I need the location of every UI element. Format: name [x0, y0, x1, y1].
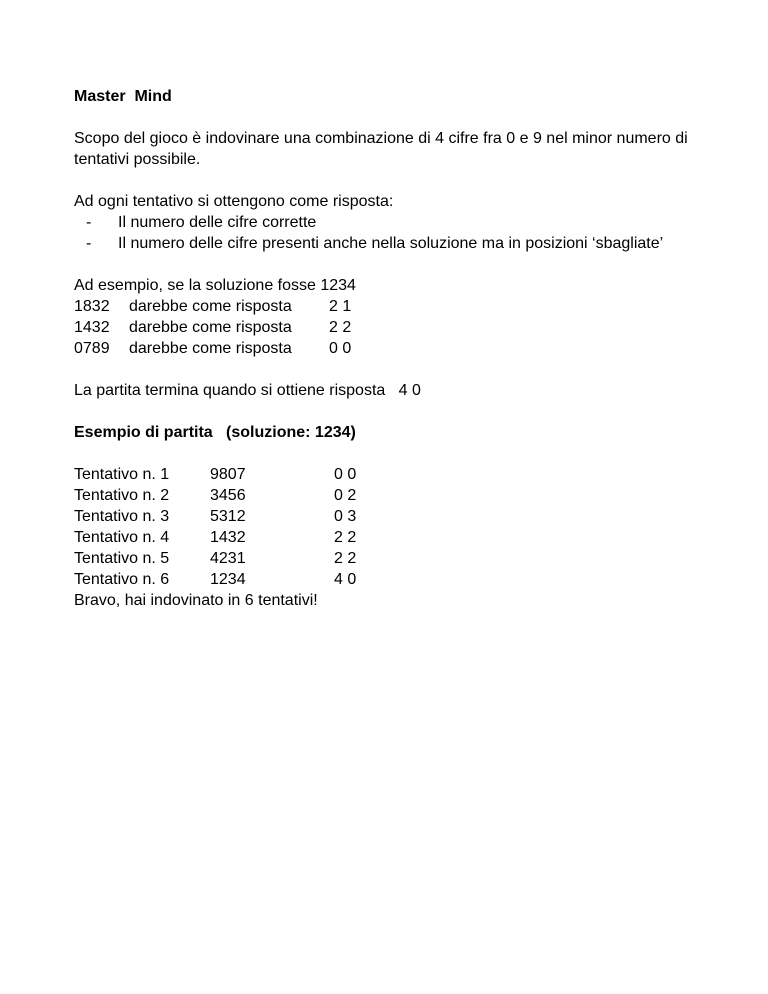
example-row: [74, 317, 734, 338]
attempt-label: Tentativo n. 5: [74, 550, 170, 567]
attempt-response: 0 0: [334, 466, 357, 483]
answers-intro: Ad ogni tentativo si ottengono come risposta:: [74, 193, 394, 210]
attempt-label: Tentativo n. 1: [74, 466, 170, 483]
attempt-label: Tentativo n. 6: [74, 571, 170, 588]
attempt-response: 0 2: [334, 487, 357, 504]
game-heading-text: Esempio di partita: [74, 424, 213, 441]
table-row: [74, 464, 734, 485]
example-heading: Ad esempio, se la soluzione fosse 1234: [74, 277, 356, 294]
attempt-label: Tentativo n. 3: [74, 508, 170, 525]
attempt-response: 2 2: [334, 529, 357, 546]
example-code: 1432: [74, 319, 110, 336]
table-row: [74, 569, 734, 590]
attempt-label: Tentativo n. 4: [74, 529, 170, 546]
example-text: darebbe come risposta: [129, 298, 292, 315]
example-text: darebbe come risposta: [129, 340, 292, 357]
table-row: [74, 548, 734, 569]
game-solution: (soluzione: 1234): [226, 424, 356, 441]
attempt-guess: 5312: [210, 508, 246, 525]
attempt-guess: 3456: [210, 487, 246, 504]
example-response: 0 0: [329, 340, 352, 357]
table-row: [74, 506, 734, 527]
attempt-response: 0 3: [334, 508, 357, 525]
list-item-text: Il numero delle cifre corrette: [118, 214, 317, 231]
answers-list: [74, 212, 734, 254]
intro-paragraph: [74, 128, 734, 170]
bullet-dash: -: [86, 235, 92, 252]
document-page: [74, 86, 734, 611]
list-item: [74, 233, 734, 254]
attempt-guess: 4231: [210, 550, 246, 567]
attempt-guess: 9807: [210, 466, 246, 483]
list-item: [74, 212, 734, 233]
example-code: 0789: [74, 340, 110, 357]
example-response: 2 1: [329, 298, 352, 315]
attempt-label: Tentativo n. 2: [74, 487, 170, 504]
example-row: [74, 296, 734, 317]
end-condition-text: La partita termina quando si ottiene risposta: [74, 382, 386, 399]
example-response: 2 2: [329, 319, 352, 336]
bullet-dash: -: [86, 214, 92, 231]
document-title: Master Mind: [74, 88, 172, 105]
intro-text: Scopo del gioco è indovinare una combinazione di 4 cifre fra 0 e 9 nel minor numero di tentativi possibile.: [74, 130, 688, 168]
table-row: [74, 527, 734, 548]
attempt-response: 4 0: [334, 571, 357, 588]
attempt-guess: 1432: [210, 529, 246, 546]
table-row: [74, 485, 734, 506]
example-text: darebbe come risposta: [129, 319, 292, 336]
answers-section: [74, 191, 734, 254]
game-heading: [74, 422, 734, 443]
attempt-guess: 1234: [210, 571, 246, 588]
end-condition-response: 4 0: [398, 382, 421, 399]
example-code: 1832: [74, 298, 110, 315]
attempt-response: 2 2: [334, 550, 357, 567]
list-item-text: Il numero delle cifre presenti anche nella soluzione ma in posizioni ‘sbagliate’: [118, 235, 664, 252]
game-table: [74, 464, 734, 611]
final-message: Bravo, hai indovinato in 6 tentativi!: [74, 592, 318, 609]
example-row: [74, 338, 734, 359]
end-condition: [74, 380, 734, 401]
example-section: [74, 275, 734, 359]
